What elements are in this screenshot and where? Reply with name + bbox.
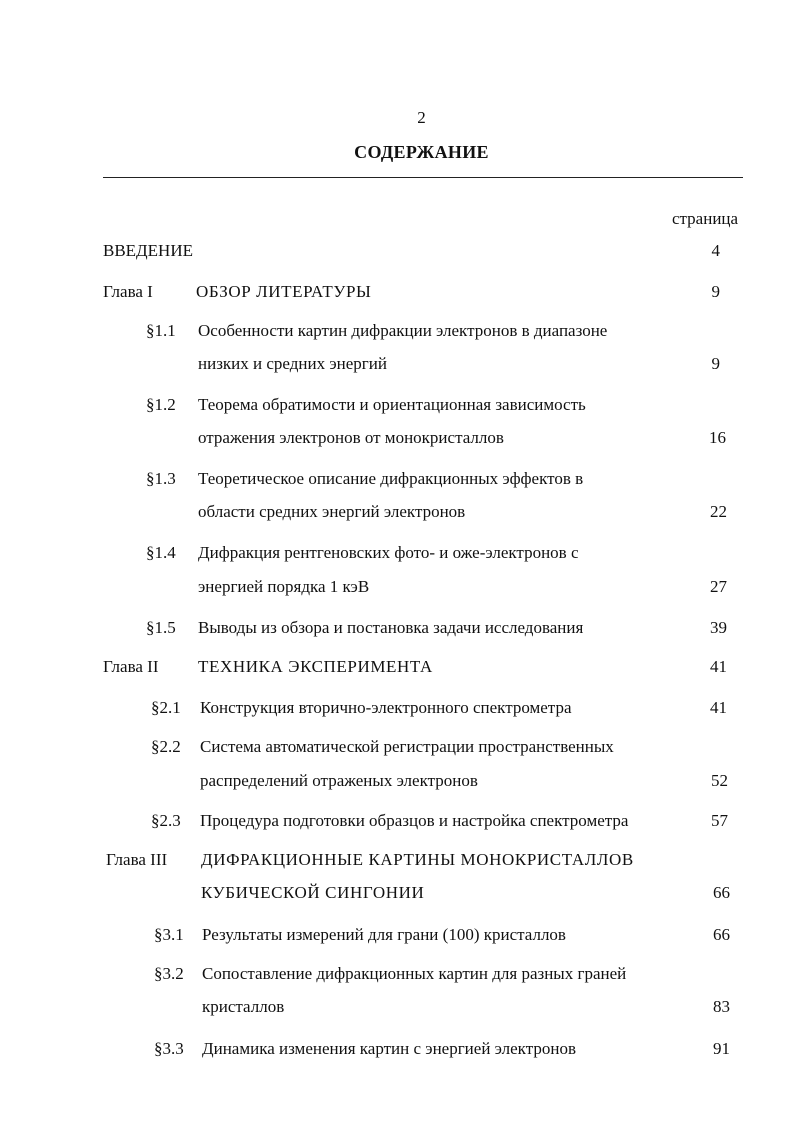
toc-section-title-cont: отражения электронов от монокристаллов — [198, 428, 504, 447]
toc-page: 66 — [713, 883, 730, 902]
toc-page: 27 — [710, 577, 727, 596]
toc-section-title-cont: энергией порядка 1 кэВ — [198, 577, 370, 596]
page-title: СОДЕРЖАНИЕ — [354, 142, 489, 162]
toc-section-label: §1.1 — [146, 321, 176, 340]
toc-chapter-title: ТЕХНИКА ЭКСПЕРИМЕНТА — [198, 657, 433, 676]
toc-page: 52 — [711, 771, 728, 790]
toc-page: 9 — [711, 354, 720, 373]
toc-section-label: §1.5 — [146, 618, 176, 637]
toc-section-label: §3.2 — [154, 964, 184, 983]
toc-page: 83 — [713, 997, 730, 1016]
toc-section-title: Динамика изменения картин с энергией электронов — [202, 1039, 576, 1058]
toc-section-title: Выводы из обзора и постановка задачи исследования — [198, 618, 584, 637]
toc-page: 39 — [710, 618, 727, 637]
toc-section-label: §3.3 — [154, 1039, 184, 1058]
toc-section-label: §2.3 — [151, 811, 181, 830]
toc-section-title: Результаты измерений для грани (100) кристаллов — [202, 925, 566, 944]
toc-page: 22 — [710, 502, 727, 521]
toc-page: 91 — [713, 1039, 730, 1058]
toc-section-title: Особенности картин дифракции электронов в диапазоне — [198, 321, 608, 340]
toc-section-title: Сопоставление дифракционных картин для разных граней — [202, 964, 627, 983]
toc-page: 41 — [710, 657, 727, 676]
toc-section-label: §2.1 — [151, 698, 181, 717]
toc-chapter-title: ОБЗОР ЛИТЕРАТУРЫ — [196, 282, 372, 301]
toc-section-label: §2.2 — [151, 737, 181, 756]
toc-section-title: Теоретическое описание дифракционных эффектов в — [198, 469, 584, 488]
toc-section-title-cont: низких и средних энергий — [198, 354, 387, 373]
toc-chapter-title-cont: КУБИЧЕСКОЙ СИНГОНИИ — [201, 883, 425, 902]
page-column-header: страница — [672, 209, 739, 228]
toc-section-label: §1.2 — [146, 395, 176, 414]
toc-chapter-label: Глава II — [103, 657, 159, 676]
toc-section-title: Дифракция рентгеновских фото- и оже-электронов с — [198, 543, 579, 562]
toc-section-title: Конструкция вторично-электронного спектрометра — [200, 698, 572, 717]
toc-page: 57 — [711, 811, 728, 830]
toc-page: 9 — [711, 282, 720, 301]
toc-page: 4 — [711, 241, 720, 260]
toc-chapter-label: Глава III — [106, 850, 168, 869]
toc-section-title-cont: области средних энергий электронов — [198, 502, 466, 521]
toc-page: 66 — [713, 925, 730, 944]
toc-section-title: Теорема обратимости и ориентационная зависимость — [198, 395, 586, 414]
toc-section-title: Система автоматической регистрации пространственных — [200, 737, 614, 756]
toc-chapter-title: ДИФРАКЦИОННЫЕ КАРТИНЫ МОНОКРИСТАЛЛОВ — [201, 850, 634, 869]
toc-section-title: Процедура подготовки образцов и настройка спектрометра — [200, 811, 629, 830]
toc-section-title-cont: распределений отраженых электронов — [200, 771, 478, 790]
toc-section-title-cont: кристаллов — [202, 997, 285, 1016]
title-rule — [103, 177, 743, 178]
page-number: 2 — [417, 108, 426, 127]
toc-chapter-label: Глава I — [103, 282, 153, 301]
toc-page: 41 — [710, 698, 727, 717]
toc-section-label: §1.4 — [146, 543, 176, 562]
toc-section-label: §3.1 — [154, 925, 184, 944]
toc-label-introduction: ВВЕДЕНИЕ — [103, 241, 193, 260]
toc-section-label: §1.3 — [146, 469, 176, 488]
toc-page: 16 — [709, 428, 726, 447]
